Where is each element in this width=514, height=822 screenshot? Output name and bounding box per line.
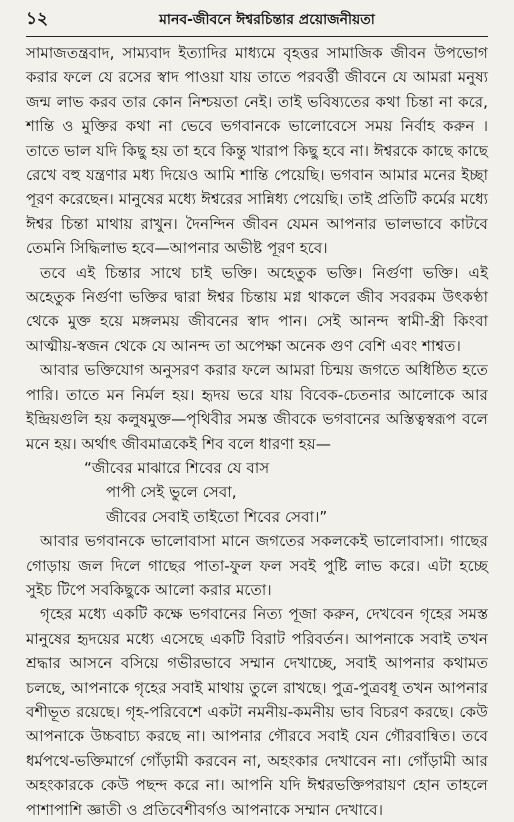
verse-line: “জীবের মাঝারে শিবের যে বাস: [84, 458, 270, 477]
verse-line: জীবের সেবাই তাইতো শিবের সেবা।”: [106, 507, 328, 526]
verse-line: পাপী সেই ভুলে সেবা,: [106, 483, 237, 502]
paragraph: আবার ভগবানকে ভালোবাসা মানে জগতের সকলকেই ভালোবাসা। গাছের গোড়ায় জল দিলে গাছের পাতা-ফুল ফল সবই পুষ্টি লাভ করে। এটা হচ্ছে সুইচ টিপে সবকিছুকে আলো করার মতো।: [26, 532, 488, 599]
verse-quote: [84, 456, 488, 529]
paragraph: তবে এই চিন্তার সাথে চাই ভক্তি। অহেতুক ভক্তি। নির্গুণা ভক্তি। এই অহেতুক নির্গুণা ভক্তির দ্বারা ঈশ্বর চিন্তায় মগ্ন থাকলে জীব সবরকম উৎকণ্ঠা থেকে মুক্ত হয়ে মঙ্গলময় জীবনের স্বাদ পান। সেই আনন্দ স্বামী-স্ত্রী কিংবা আত্মীয়-স্বজন থেকে যে আনন্দ তা অপেক্ষা অনেক গুণ বেশি এবং শাশ্বত।: [26, 263, 488, 355]
page-number: ১২: [26, 9, 49, 29]
page-header: [26, 6, 488, 37]
body-text: [26, 41, 488, 822]
paragraph: আবার ভক্তিযোগ অনুসরণ করার ফলে আমরা চিন্ময় জগতে অধিষ্ঠিত হতে পারি। তাতে মন নির্মল হয়। হৃদয় ভরে যায় বিবেক-চেতনার আলোকে আর ইন্দ্রিয়গুলি হয় কলুষমুক্ত—পৃথিবীর সমস্ত জীবকে ভগবানের অস্তিত্বস্বরূপ বলে মনে হয়। অর্থাৎ জীবমাত্রকেই শিব বলে ধারণা হয়—: [26, 361, 488, 453]
paragraph: সামাজতন্ত্রবাদ, সাম্যবাদ ইত্যাদির মাধ্যমে বৃহত্তর সামাজিক জীবন উপভোগ করার ফলে যে রসের স্বাদ পাওয়া যায় তাতে পরবর্ত্তী জীবনে যে আমরা মনুষ্য জন্ম লাভ করব তার কোন নিশ্চয়তা নেই। তাই ভবিষ্যতের কথা চিন্তা না করে, শান্তি ও মুক্তির কথা না ভেবে ভগবানকে ভালোবেসে সময় নির্বাহ করুন । তাতে ভাল যদি কিছু হয় তা হবে কিন্তু খারাপ কিছু হবে না। ঈশ্বরকে কাছে কাছে রেখে বহু যন্ত্রণার মধ্য দিয়েও আমি শান্তি পেয়েছি। ভগবান আমার মনের ইচ্ছা পূরণ করেছেন। মানুষের মধ্যে ঈশ্বরের সান্নিধ্য পেয়েছি। তাই প্রতিটি কর্মের মধ্যে ঈশ্বর চিন্তা মাথায় রাখুন। দৈনন্দিন জীবন যেমন আপনার ভালভাবে কাটবে তেমনি সিদ্ধিলাভ হবে—আপনার অভীষ্ট পূরণ হবে।: [26, 44, 488, 258]
running-title: মানব-জীবনে ঈশ্বরচিন্তার প্রয়োজনীয়তা: [159, 12, 375, 28]
paragraph: গৃহের মধ্যে একটি কক্ষে ভগবানের নিত্য পূজা করুন, দেখবেন গৃহের সমস্ত মানুষের হৃদয়ের মধ্যে এসেছে একটি বিরাট পরিবর্তন। আপনাকে সবাই তখন শ্রদ্ধার আসনে বসিয়ে গভীরভাবে সম্মান দেখাচ্ছে, সবাই আপনার কথামত চলছে, আপনাকে গৃহের সবাই মাথায় তুলে রাখছে। পুত্র-পুত্রবধূ তখন আপনার বশীভূত রয়েছে। গৃহ-পরিবেশে একটা নমনীয়-কমনীয় ভাব বিচরণ করছে। কেউ আপনাকে উচ্চবাচ্য করছে না। আপনার গৌরবে সবাই যেন গৌরবান্বিত। তবে ধর্মপথে-ভক্তিমার্গে গোঁড়ামী করবেন না, অহংকার দেখাবেন না। গোঁড়ামী আর অহংকারকে কেউ পছন্দ করে না। আপনি যদি ঈশ্বরভক্তিপরায়ণ হোন তাহলে পাশাপাশি জ্ঞাতী ও প্রতিবেশীবর্গও আপনাকে সম্মান দেখাবে।: [26, 605, 488, 819]
